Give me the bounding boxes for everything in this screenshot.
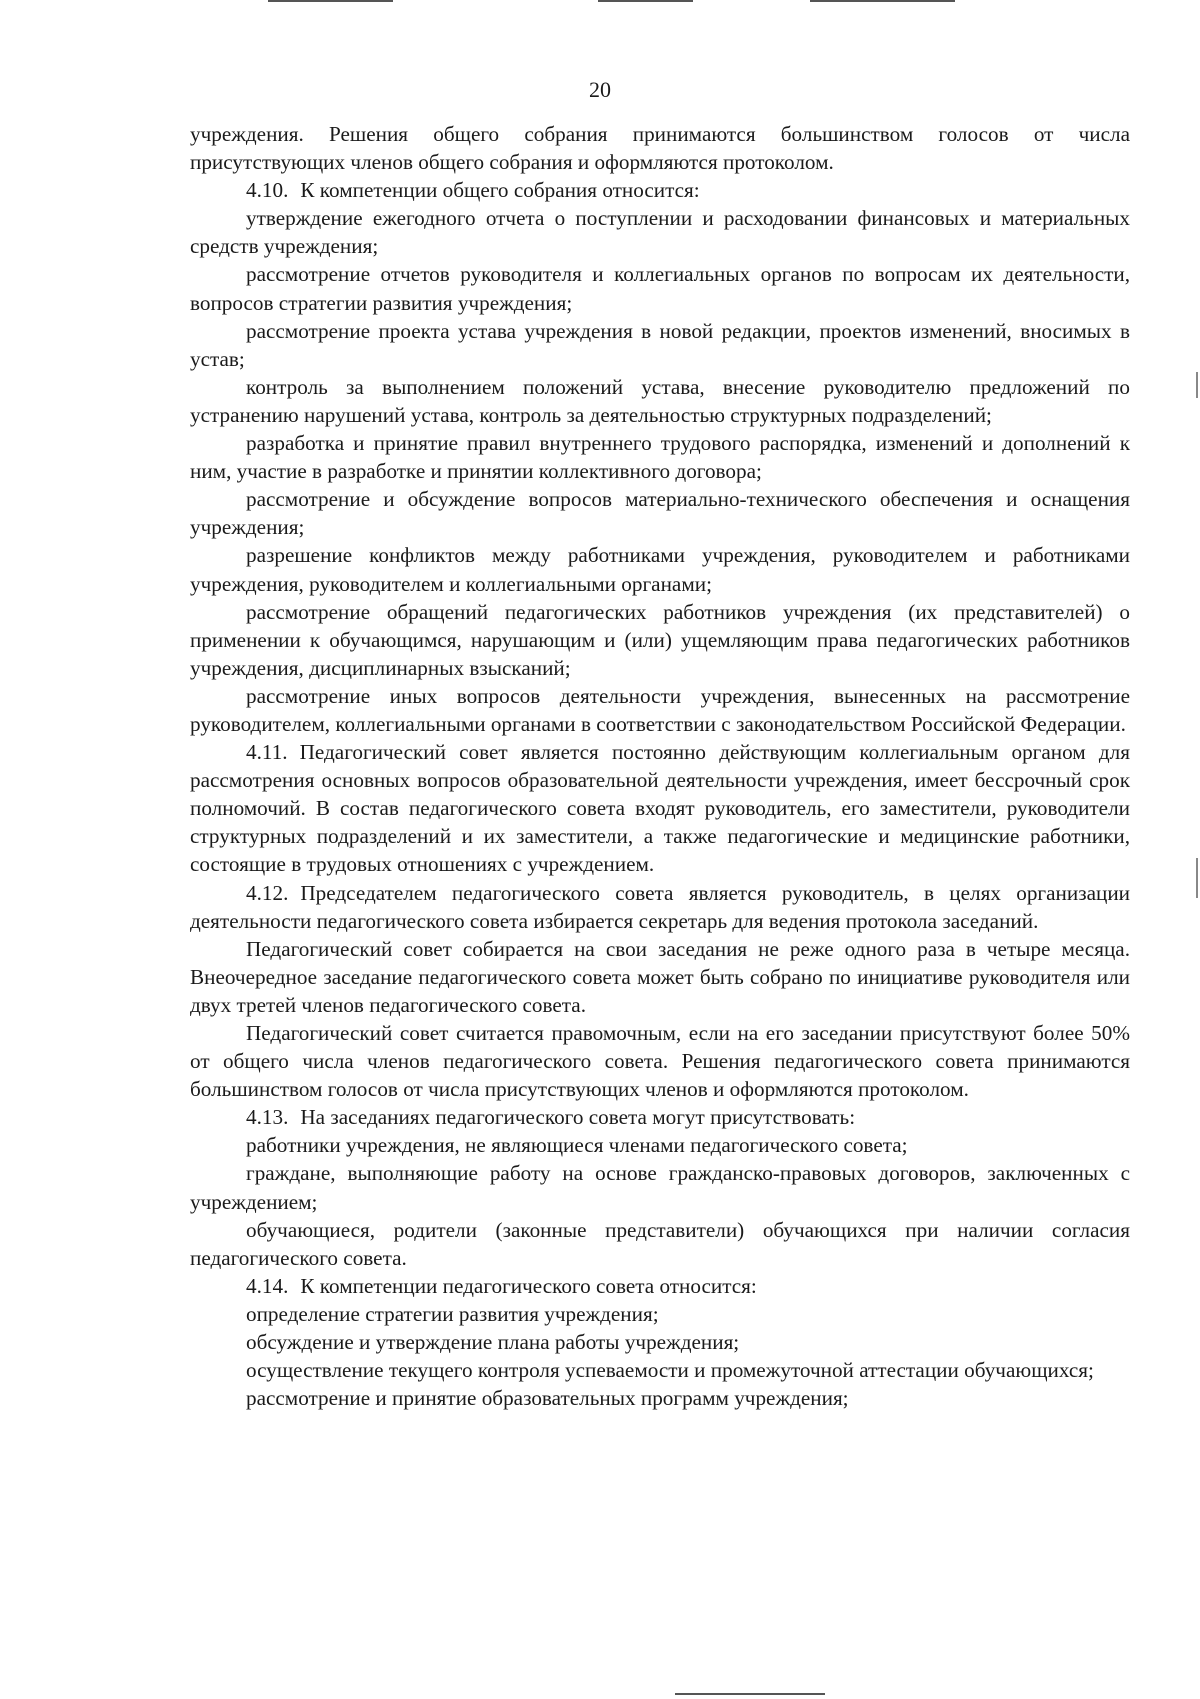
paragraph — [190, 260, 1130, 316]
paragraph-number: 4.13. — [246, 1105, 289, 1130]
paragraph-text: утверждение ежегодного отчета о поступлении и расходовании финансовых и материальных средств учреждения; — [190, 206, 1130, 259]
paragraph-text: разработка и принятие правил внутреннего трудового распорядка, изменений и дополнений к ним, участие в разработке и принятии коллективного договора; — [190, 431, 1130, 484]
paragraph — [190, 1019, 1130, 1103]
paragraph — [190, 204, 1130, 260]
paragraph-text: рассмотрение иных вопросов деятельности учреждения, вынесенных на рассмотрение руководителем, коллегиальными органами в соответствии с законодательством Российской Федерации. — [190, 683, 1130, 736]
paragraph — [190, 935, 1130, 1019]
paragraph-text: учреждения. Решения общего собрания принимаются большинством голосов от числа присутствующих членов общего собрания и оформляются протоколом. — [190, 122, 1130, 175]
scan-artifact-side-1 — [1196, 372, 1198, 398]
paragraph — [190, 120, 1130, 176]
document-body — [190, 120, 1130, 1412]
numbered-paragraph — [190, 1272, 1130, 1300]
paragraph-text: Педагогический совет является постоянно действующим коллегиальным органом для рассмотрения основных вопросов образовательной деятельности учреждения, имеет бессрочный срок полномочий. В состав педагогического совета входят руководитель, его заместители, руководители структурных подразделений и их заместители, а также педагогические и медицинские работники, состоящие в трудовых отношениях с учреждением. — [190, 740, 1130, 877]
paragraph — [190, 1356, 1130, 1384]
paragraph-text: рассмотрение и принятие образовательных программ учреждения; — [246, 1386, 849, 1411]
paragraph-text: рассмотрение отчетов руководителя и коллегиальных органов по вопросам их деятельности, вопросов стратегии развития учреждения; — [190, 262, 1130, 315]
paragraph-text: К компетенции общего собрания относится: — [300, 178, 700, 203]
paragraph-text: рассмотрение и обсуждение вопросов материально-технического обеспечения и оснащения учреждения; — [190, 487, 1130, 540]
paragraph — [190, 429, 1130, 485]
paragraph-text: Педагогический совет считается правомочным, если на его заседании присутствуют более 50% от общего числа членов педагогического совета. Решения педагогического совета принимаются большинством голосов от числа присутствующих членов и оформляются протоколом. — [190, 1021, 1130, 1102]
paragraph — [190, 1300, 1130, 1328]
paragraph-text: Председателем педагогического совета является руководитель, в целях организации деятельности педагогического совета избирается секретарь для ведения протокола заседаний. — [190, 880, 1130, 933]
numbered-paragraph — [190, 738, 1130, 878]
scan-artifact-top-2 — [598, 0, 693, 2]
paragraph — [190, 485, 1130, 541]
paragraph-text: рассмотрение проекта устава учреждения в новой редакции, проектов изменений, вносимых в устав; — [190, 318, 1130, 371]
paragraph-text: На заседаниях педагогического совета могут присутствовать: — [300, 1105, 856, 1130]
paragraph-number: 4.11. — [246, 740, 288, 765]
paragraph — [190, 598, 1130, 682]
scan-artifact-top-1 — [268, 0, 393, 2]
paragraph-number: 4.14. — [246, 1273, 289, 1298]
paragraph — [190, 541, 1130, 597]
paragraph-text: осуществление текущего контроля успеваемости и промежуточной аттестации обучающихся; — [246, 1358, 1094, 1383]
paragraph — [190, 317, 1130, 373]
numbered-paragraph — [190, 176, 1130, 204]
paragraph-text: обучающиеся, родители (законные представители) обучающихся при наличии согласия педагогического совета. — [190, 1217, 1130, 1270]
paragraph-text: обсуждение и утверждение плана работы учреждения; — [246, 1330, 740, 1355]
paragraph-number: 4.10. — [246, 178, 289, 203]
paragraph-text: определение стратегии развития учреждения; — [246, 1301, 659, 1326]
scan-artifact-top-3 — [810, 0, 955, 2]
numbered-paragraph — [190, 1103, 1130, 1131]
scan-artifact-bottom — [675, 1693, 825, 1695]
paragraph — [190, 1384, 1130, 1412]
paragraph-text: контроль за выполнением положений устава, внесение руководителю предложений по устранению нарушений устава, контроль за деятельностью структурных подразделений; — [190, 374, 1130, 427]
paragraph-text: работники учреждения, не являющиеся членами педагогического совета; — [246, 1133, 908, 1158]
paragraph — [190, 1159, 1130, 1215]
scan-artifact-side-2 — [1196, 858, 1198, 898]
paragraph-text: К компетенции педагогического совета относится: — [300, 1273, 757, 1298]
paragraph-text: Педагогический совет собирается на свои заседания не реже одного раза в четыре месяца. Внеочередное заседание педагогического совета может быть собрано по инициативе руководителя или двух третей членов педагогического совета. — [190, 936, 1130, 1017]
paragraph-number: 4.12. — [246, 880, 289, 905]
numbered-paragraph — [190, 879, 1130, 935]
paragraph — [190, 1216, 1130, 1272]
paragraph — [190, 1328, 1130, 1356]
paragraph — [190, 373, 1130, 429]
paragraph — [190, 682, 1130, 738]
page-number: 20 — [589, 77, 611, 102]
paragraph-text: рассмотрение обращений педагогических работников учреждения (их представителей) о применении к обучающимся, нарушающим и (или) ущемляющим права педагогических работников учреждения, дисциплинарных взысканий; — [190, 599, 1130, 680]
paragraph — [190, 1131, 1130, 1159]
paragraph-text: разрешение конфликтов между работниками учреждения, руководителем и работниками учреждения, руководителем и коллегиальными органами; — [190, 543, 1130, 596]
paragraph-text: граждане, выполняющие работу на основе гражданско-правовых договоров, заключенных с учреждением; — [190, 1161, 1130, 1214]
